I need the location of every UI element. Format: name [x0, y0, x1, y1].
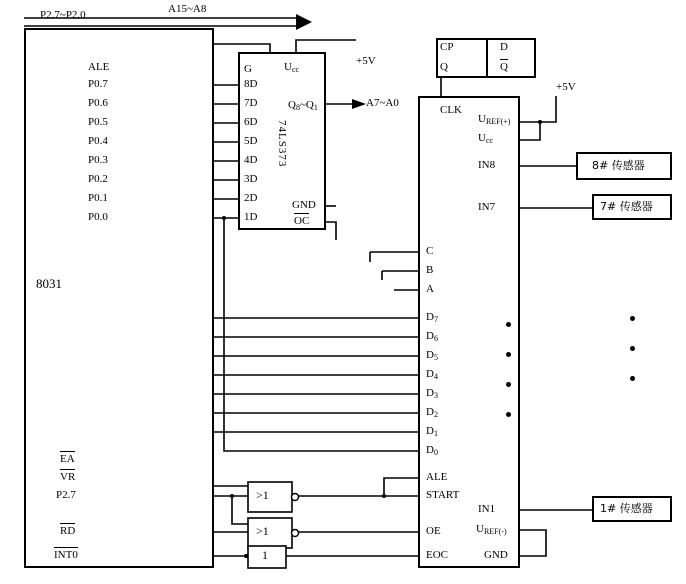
pin-p27: P2.7	[56, 489, 76, 501]
power-label-2: +5V	[556, 81, 576, 93]
latch-in-3d: 3D	[244, 173, 258, 185]
adc-pin-d1: $D_1$	[426, 425, 438, 438]
power-label-1: +5V	[356, 55, 376, 67]
sensor-label-7: 7# 传感器	[600, 200, 653, 213]
sensor-label-8: 8# 传感器	[592, 159, 645, 172]
latch-in-2d: 2D	[244, 192, 258, 204]
ellipsis-dot	[630, 316, 635, 321]
ellipsis-dot	[506, 382, 511, 387]
latch-in-7d: 7D	[244, 97, 258, 109]
adc-pin-d7: $D_7$	[426, 311, 438, 324]
adc-pin-in8: IN8	[478, 159, 496, 171]
adc-pin-d5: $D_5$	[426, 349, 438, 362]
or-gate-2-label: >1	[256, 524, 269, 538]
pin-p04: P0.4	[88, 135, 108, 147]
latch-pin-oc	[294, 216, 309, 227]
latch-pin-oc-text: OC	[294, 215, 310, 227]
adc-pin-d0: $D_0$	[426, 444, 438, 457]
latch-in-6d: 6D	[244, 116, 258, 128]
adc-pin-d6: $D_6$	[426, 330, 438, 343]
adc-pin-b: B	[426, 264, 434, 276]
pin-int0-text: INT0	[54, 549, 78, 561]
adc-pin-urefn: $U_{REF(-)}$	[476, 523, 507, 536]
pin-rd	[60, 526, 75, 537]
adc-pin-oe: OE	[426, 525, 441, 537]
ff-pin-q: Q	[440, 61, 448, 73]
pin-p00: P0.0	[88, 211, 108, 223]
latch-pin-vcc: $U_{cc}$	[284, 61, 300, 74]
adc-pin-urefp: $U_{REF(+)}$	[478, 113, 511, 126]
adc-pin-c: C	[426, 245, 434, 257]
latch-in-8d: 8D	[244, 78, 258, 90]
junction-dot	[382, 494, 386, 498]
adc-pin-start: START	[426, 489, 460, 501]
chip-74ls373-label: 74LS373	[276, 120, 288, 168]
junction-dot	[244, 554, 248, 558]
pin-p06: P0.6	[88, 97, 108, 109]
inverter-label: 1	[262, 548, 268, 562]
junction-dot	[538, 120, 542, 124]
a7-a0-label: A7~A0	[366, 97, 399, 109]
chip-8031-label: 8031	[36, 276, 62, 291]
flipflop-divider	[486, 38, 488, 78]
adc-pin-gnd: GND	[484, 549, 508, 561]
junction-dot	[222, 216, 226, 220]
adc-pin-d3: $D_3$	[426, 387, 438, 400]
adc-pin-clk: CLK	[440, 104, 462, 116]
p2-bus-label: P2.7~P2.0	[40, 9, 86, 21]
pin-int0	[54, 550, 78, 561]
latch-out-q-label: $Q_8\sim Q_1$	[288, 99, 318, 112]
pin-ea-text: EA	[60, 453, 75, 465]
latch-in-1d: 1D	[244, 211, 258, 223]
ff-pin-d: D	[500, 41, 508, 53]
latch-in-4d: 4D	[244, 154, 258, 166]
a15-a8-label: A15~A8	[168, 3, 207, 15]
ellipsis-dot	[630, 376, 635, 381]
latch-pin-g: G	[244, 63, 252, 75]
pin-p01: P0.1	[88, 192, 108, 204]
chip-8031[interactable]	[24, 28, 214, 568]
adc-pin-ale: ALE	[426, 471, 448, 483]
adc-pin-ucc: $U_{cc}$	[478, 132, 494, 145]
pin-ea	[60, 454, 75, 465]
or-gate-1-label: >1	[256, 488, 269, 502]
pin-p05: P0.5	[88, 116, 108, 128]
adc-pin-eoc: EOC	[426, 549, 448, 561]
ellipsis-dot	[506, 352, 511, 357]
pin-rd-text: RD	[60, 525, 76, 537]
adc-pin-in7: IN7	[478, 201, 496, 213]
pin-p02: P0.2	[88, 173, 108, 185]
pin-vr-text: VR	[60, 471, 76, 483]
latch-in-5d: 5D	[244, 135, 258, 147]
latch-pin-gnd: GND	[292, 199, 316, 211]
ellipsis-dot	[506, 322, 511, 327]
adc-pin-d4: $D_4$	[426, 368, 438, 381]
pin-ale: ALE	[88, 61, 110, 73]
junction-dot	[230, 494, 234, 498]
pin-p07: P0.7	[88, 78, 108, 90]
pin-vr	[60, 472, 75, 483]
ellipsis-dot	[630, 346, 635, 351]
pin-p03: P0.3	[88, 154, 108, 166]
ff-pin-qbar	[500, 62, 508, 73]
adc-pin-d2: $D_2$	[426, 406, 438, 419]
adc-pin-a: A	[426, 283, 434, 295]
sensor-label-1: 1# 传感器	[600, 502, 653, 515]
ff-pin-cp: CP	[440, 41, 454, 53]
adc-pin-in1: IN1	[478, 503, 496, 515]
ff-pin-qbar-text: Q	[500, 61, 508, 73]
ellipsis-dot	[506, 412, 511, 417]
